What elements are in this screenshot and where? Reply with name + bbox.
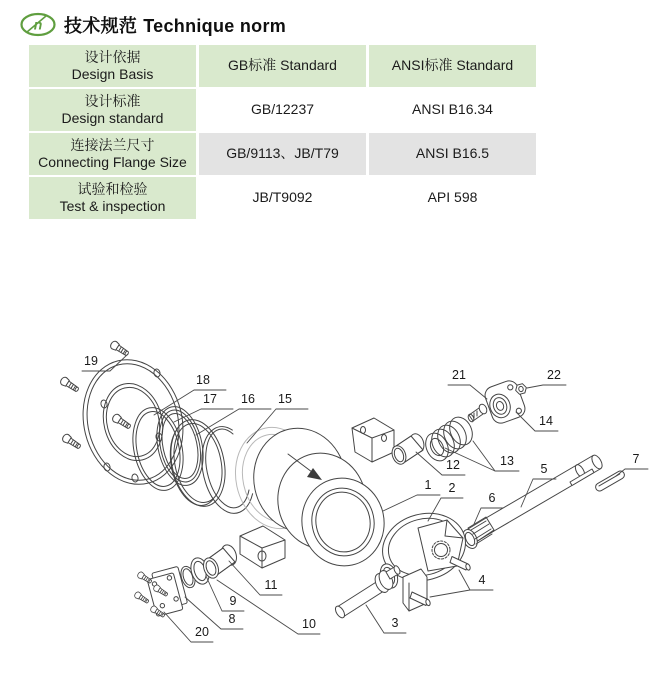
part-label-18: 18 (196, 373, 210, 387)
row-label-en: Connecting Flange Size (38, 154, 187, 170)
brand-logo-glyph: n (33, 16, 43, 33)
gb-standard-cell: GB/12237 (199, 89, 366, 131)
part-13-spring (421, 413, 476, 464)
row-label-zh: 连接法兰尺寸 (70, 136, 155, 153)
exploded-diagram (0, 300, 650, 694)
row-header-cell (29, 45, 196, 87)
part-label-20: 20 (195, 625, 209, 639)
part-label-8: 8 (228, 612, 236, 626)
brand-logo-icon (19, 11, 57, 38)
part-label-4: 4 (478, 573, 486, 587)
label-leader-line (459, 570, 470, 590)
part-label-2: 2 (448, 481, 456, 495)
part-label-16: 16 (241, 392, 255, 406)
page-title-en: Technique norm (143, 15, 287, 36)
page-title-zh: 技术规范 (64, 15, 138, 36)
part-label-1: 1 (424, 478, 432, 492)
part-7-key (594, 470, 626, 493)
ansi-standard-cell: API 598 (369, 177, 536, 219)
part-11-bushing (201, 543, 239, 581)
part-label-22: 22 (547, 368, 561, 382)
part-label-13: 13 (500, 454, 514, 468)
part-label-12: 12 (446, 458, 460, 472)
spec-table-row (29, 89, 536, 131)
part-21-stem (467, 403, 488, 423)
part-label-10: 10 (302, 617, 316, 631)
label-leader-line (366, 605, 406, 633)
part-label-9: 9 (229, 594, 237, 608)
part-label-17: 17 (203, 392, 217, 406)
spec-table-row (29, 177, 536, 219)
row-label-en: Design standard (61, 110, 164, 126)
row-header-cell (29, 133, 196, 175)
part-label-7: 7 (632, 452, 640, 466)
label-leader-line (527, 385, 566, 388)
label-leader-line (206, 576, 244, 611)
ansi-standard-cell: ANSI B16.34 (369, 89, 536, 131)
part-label-11: 11 (264, 578, 278, 592)
ansi-standard-cell: ANSI B16.5 (369, 133, 536, 175)
spec-table-row (29, 133, 536, 175)
row-label-zh: 设计标准 (84, 92, 141, 109)
part-label-21: 21 (452, 368, 466, 382)
label-leader-line (383, 495, 440, 511)
part-label-15: 15 (278, 392, 292, 406)
label-leader-line (430, 590, 493, 597)
row-label-en: Test & inspection (59, 198, 166, 214)
label-leader-line (448, 385, 487, 399)
part-15-c-ring (202, 427, 253, 514)
row-label-en: Design Basis (71, 66, 154, 82)
header (19, 11, 286, 38)
part-label-14: 14 (539, 414, 553, 428)
part-1-valve-body (240, 418, 394, 574)
part-label-19: 19 (84, 354, 98, 368)
part-3-lower-shaft (334, 562, 402, 620)
spec-table-row (29, 45, 536, 87)
part-label-5: 5 (540, 462, 548, 476)
part-label-6: 6 (488, 491, 496, 505)
gb-standard-cell: JB/T9092 (199, 177, 366, 219)
page-title (64, 12, 286, 38)
row-header-cell (29, 89, 196, 131)
row-label-zh: 试验和检验 (77, 180, 148, 197)
row-header-cell (29, 177, 196, 219)
part-2-disc (375, 504, 473, 611)
spec-table (26, 43, 539, 221)
row-label-zh: 设计依据 (84, 48, 141, 65)
gb-standard-cell: GB/9113、JB/T79 (199, 133, 366, 175)
ansi-standard-cell: ANSI标准 Standard (369, 45, 536, 87)
part-12-sleeve (390, 432, 427, 466)
gb-standard-cell: GB标准 Standard (199, 45, 366, 87)
part-label-3: 3 (391, 616, 399, 630)
spec-table-body (29, 45, 536, 219)
